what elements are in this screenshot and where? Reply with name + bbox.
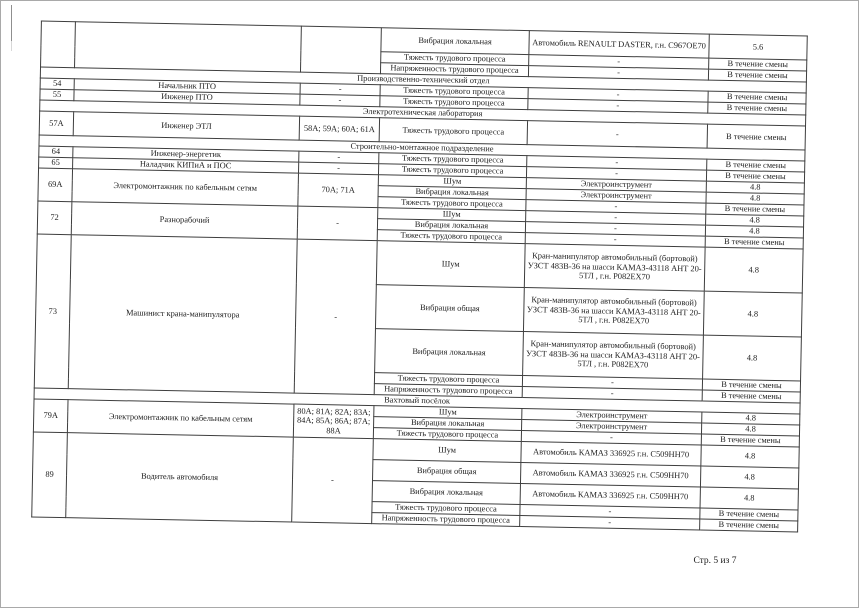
position-cell [75, 22, 302, 72]
position-cell: Наладчик КИПиА и ПОС [73, 158, 299, 173]
factor-cell: Тяжесть трудового процесса [381, 52, 529, 66]
factor-cell: Шум [373, 439, 521, 463]
duration-cell: В течение смены [707, 159, 805, 172]
duration-cell: В течение смены [708, 91, 806, 104]
workplaces-cell: - [297, 206, 378, 241]
row-number-cell [41, 21, 76, 68]
duration-cell: 4.8 [700, 487, 798, 510]
section-header-cell: Электротехническая лаборатория [40, 100, 806, 126]
workplaces-cell [300, 26, 381, 74]
factor-cell: Вибрация общая [373, 460, 521, 484]
duration-cell: 5.6 [709, 34, 807, 60]
equipment-cell: Электроинструмент [526, 189, 706, 204]
equipment-cell: - [525, 233, 705, 248]
duration-cell: В течение смены [701, 434, 799, 447]
duration-cell: 4.8 [706, 214, 804, 227]
position-cell: Машинист крана-манипулятора [68, 235, 297, 393]
section-header-cell: Строительно-монтажное подразделение [39, 135, 805, 161]
workplaces-cell: - [298, 162, 378, 175]
duration-cell: 4.8 [704, 247, 803, 293]
row-number-cell: 54 [40, 78, 74, 90]
position-cell: Инженер-энергетик [73, 147, 299, 162]
row-number-cell: 79А [33, 399, 68, 433]
row-number-cell: 73 [34, 234, 71, 389]
row-number-cell: 55 [40, 89, 74, 101]
factor-cell: Тяжесть трудового процесса [379, 118, 527, 145]
factor-cell: Вибрация локальная [377, 219, 525, 233]
workplaces-cell: - [294, 239, 377, 395]
position-cell: Электромонтажник по кабельным сетям [67, 400, 294, 437]
equipment-cell: Автомобиль КАМАЗ 336925 г.н. С509НН70 [520, 484, 700, 509]
duration-cell: В течение смены [708, 102, 806, 115]
workplaces-cell: - [299, 151, 379, 164]
equipment-cell: Кран-манипулятор автомобильный (бортовой) УЗСТ 483В-36 на шасси КАМАЗ-43118 АНТ 20-5ТЛ , г.н. Р082ЕХ70 [524, 244, 705, 292]
duration-cell: В течение смены [709, 58, 807, 71]
duration-cell: В течение смены [707, 124, 805, 150]
position-cell: Разнорабочий [71, 202, 298, 239]
duration-cell: В течение смены [705, 236, 803, 249]
equipment-cell: - [520, 505, 700, 520]
factor-cell: Напряженность трудового процесса [374, 384, 522, 398]
equipment-cell: Электроинструмент [522, 420, 702, 435]
equipment-cell: - [526, 167, 706, 182]
duration-cell: 4.8 [701, 445, 799, 468]
duration-cell: В течение смены [700, 508, 798, 521]
factor-cell: Вибрация локальная [375, 329, 524, 376]
factor-cell: Вибрация общая [375, 285, 524, 332]
factor-cell: Вибрация локальная [381, 28, 529, 55]
workplaces-cell: 80А; 81А; 82А; 83А; 84А; 85А; 86А; 87А; 88А [293, 404, 374, 439]
row-number-cell: 89 [32, 432, 68, 518]
row-number-cell: 64 [39, 146, 73, 158]
factor-cell: Тяжесть трудового процесса [377, 230, 525, 244]
scan-artifact-line [11, 5, 12, 41]
factor-cell: Тяжесть трудового процесса [374, 373, 522, 387]
workplaces-cell: 58А; 59А; 60А; 61А [299, 116, 379, 142]
equipment-cell: Автомобиль RENAULT DASTER, г.н. С967ОЕ70 [529, 31, 709, 59]
equipment-cell: - [526, 211, 706, 226]
factor-cell: Тяжесть трудового процесса [379, 153, 527, 167]
equipment-cell: Электроинструмент [526, 178, 706, 193]
duration-cell: 4.8 [706, 192, 804, 205]
equipment-cell: - [526, 200, 706, 215]
equipment-cell: Автомобиль КАМАЗ 336925 г.н. С509НН70 [520, 463, 700, 488]
workplaces-cell: - [292, 437, 374, 524]
position-cell: Инженер ЭТЛ [73, 112, 299, 140]
section-header-cell: Вахтовый посёлок [34, 388, 800, 414]
position-cell: Инженер ПТО [74, 90, 300, 105]
position-cell: Водитель автомобиля [66, 433, 294, 522]
duration-cell: 4.8 [701, 423, 799, 436]
equipment-cell: - [528, 99, 708, 114]
row-number-cell: 72 [37, 201, 72, 235]
duration-cell: 4.8 [702, 412, 800, 425]
factor-cell: Вибрация локальная [374, 417, 522, 431]
equipment-cell: - [520, 516, 700, 531]
factor-cell: Тяжесть трудового процесса [380, 85, 528, 99]
factor-cell: Тяжесть трудового процесса [380, 96, 528, 110]
position-cell: Электромонтажник по кабельным сетям [72, 169, 299, 206]
duration-cell: 4.8 [706, 181, 804, 194]
duration-cell: 4.8 [705, 225, 803, 238]
equipment-cell: - [528, 88, 708, 103]
factor-cell: Тяжесть трудового процесса [378, 164, 526, 178]
equipment-cell: - [522, 376, 702, 391]
row-number-cell: 57А [39, 111, 73, 136]
factor-cell: Шум [376, 241, 525, 288]
equipment-cell: - [529, 55, 709, 70]
workplaces-cell: - [300, 94, 380, 107]
duration-cell: 4.8 [700, 466, 798, 489]
row-number-cell: 65 [39, 157, 73, 169]
equipment-cell: Автомобиль КАМАЗ 336925 г.н. С509НН70 [521, 442, 701, 467]
row-number-cell: 69А [38, 168, 73, 202]
equipment-cell: - [521, 431, 701, 446]
duration-cell: В течение смены [708, 69, 806, 82]
duration-cell: В течение смены [706, 170, 804, 183]
factor-cell: Шум [378, 208, 526, 222]
duration-cell: В течение смены [702, 390, 800, 403]
duration-cell: В течение смены [706, 203, 804, 216]
scan-artifact-line-faint [11, 41, 12, 51]
factor-cell: Вибрация локальная [372, 481, 520, 505]
page-indicator: Стр. 5 из 7 [693, 556, 737, 566]
equipment-cell: - [525, 222, 705, 237]
factor-cell: Шум [374, 406, 522, 420]
equipment-cell: Электроинструмент [522, 409, 702, 424]
factor-cell: Тяжесть трудового процесса [372, 502, 520, 516]
equipment-cell: - [528, 66, 708, 81]
factor-cell: Шум [378, 175, 526, 189]
workplaces-cell: 70А; 71А [298, 173, 379, 208]
duration-cell: 4.8 [703, 291, 802, 337]
equipment-cell: - [522, 387, 702, 402]
section-header-cell: Производственно-технический отдел [40, 67, 806, 93]
position-cell: Начальник ПТО [74, 79, 300, 94]
duration-cell: В течение смены [702, 379, 800, 392]
duration-cell: В течение смены [700, 519, 798, 532]
equipment-cell: Кран-манипулятор автомобильный (бортовой) УЗСТ 483В-36 на шасси КАМАЗ-43118 АНТ 20-5ТЛ , г.н. Р082ЕХ70 [523, 288, 704, 336]
workplaces-cell: - [300, 83, 380, 96]
duration-cell: 4.8 [703, 335, 802, 381]
factor-cell: Тяжесть трудового процесса [373, 428, 521, 442]
factor-cell: Напряженность трудового процесса [380, 63, 528, 77]
factor-cell: Тяжесть трудового процесса [378, 197, 526, 211]
factor-cell: Вибрация локальная [378, 186, 526, 200]
sout-assessment-table [31, 21, 808, 533]
equipment-cell: - [527, 156, 707, 171]
factor-cell: Напряженность трудового процесса [372, 513, 520, 527]
equipment-cell: - [527, 121, 707, 149]
equipment-cell: Кран-манипулятор автомобильный (бортовой) УЗСТ 483В-36 на шасси КАМАЗ-43118 АНТ 20-5ТЛ , г.н. Р082ЕХ70 [523, 332, 704, 380]
